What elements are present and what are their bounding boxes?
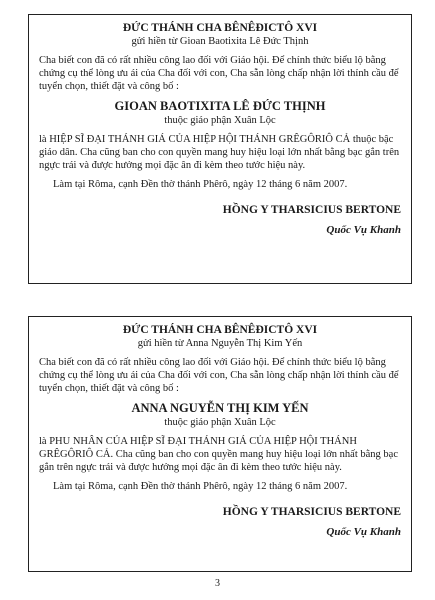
recipient-parish: thuộc giáo phận Xuân Lộc bbox=[164, 115, 276, 126]
notice-gift-line: gửi hiền từ Anna Nguyễn Thị Kim Yến bbox=[137, 338, 303, 349]
notice-gift-line: gửi hiền từ Gioan Baotixita Lê Đức Thịnh bbox=[131, 36, 309, 47]
notice-intro: Cha biết con đã có rất nhiều công lao đối với Giáo hội. Để chính thức biểu lộ bằng chứng cụ thể lòng ưu ái của Cha đối với con, Cha sẵn lòng chấp nhận lời thỉnh cầu để tuyển chọn, thiết đặt và công bố : bbox=[39, 55, 399, 92]
notice-title: ĐỨC THÁNH CHA BÊNÊĐICTÔ XVI bbox=[122, 22, 318, 34]
award-text: là PHU NHÂN CỦA HIỆP SĨ ĐẠI THÁNH GIÁ CỦA HIỆP HỘI THÁNH GRÊGÔRIÔ CẢ. Cha cũng ban cho con quyền mang huy hiệu loại lớn nhất bằng bạc gắn trên ngực trái và được hưởng mọi đặc ân đi kèm theo tước hiệu này. bbox=[39, 436, 398, 473]
recipient-parish: thuộc giáo phận Xuân Lộc bbox=[164, 417, 276, 428]
recipient-name: GIOAN BAOTIXITA LÊ ĐỨC THỊNH bbox=[114, 99, 326, 113]
place-date: Làm tại Rôma, cạnh Đền thờ thánh Phêrô, ngày 12 tháng 6 năm 2007. bbox=[53, 481, 348, 492]
notice-box-1 bbox=[28, 14, 412, 284]
notice-intro: Cha biết con đã có rất nhiều công lao đối với Giáo hội. Để chính thức biểu lộ bằng chứng cụ thể lòng ưu ái của Cha đối với con, Cha sẵn lòng chấp nhận lời thỉnh cầu để tuyển chọn, thiết đặt và công bố : bbox=[39, 357, 399, 394]
signer-name: HỒNG Y THARSICIUS BERTONE bbox=[222, 506, 401, 518]
notice-title: ĐỨC THÁNH CHA BÊNÊĐICTÔ XVI bbox=[122, 324, 318, 336]
recipient-name: ANNA NGUYỄN THỊ KIM YẾN bbox=[131, 401, 309, 415]
place-date: Làm tại Rôma, cạnh Đền thờ thánh Phêrô, ngày 12 tháng 6 năm 2007. bbox=[53, 179, 348, 190]
signer-name: HỒNG Y THARSICIUS BERTONE bbox=[222, 204, 401, 216]
notice-box-2 bbox=[28, 316, 412, 572]
signer-title: Quốc Vụ Khanh bbox=[326, 224, 401, 236]
award-text: là HIỆP SĨ ĐẠI THÁNH GIÁ CỦA HIỆP HỘI THÁNH GRÊGÔRIÔ CẢ thuộc bậc giáo dân. Cha cũng ban cho con quyền mang huy hiệu loại lớn nhất bằng bạc gắn trên ngực trái và được hưởng mọi đặc ân đi kèm theo tước hiệu này. bbox=[39, 134, 400, 171]
signer-title: Quốc Vụ Khanh bbox=[326, 526, 401, 538]
page-number: 3 bbox=[215, 578, 220, 589]
